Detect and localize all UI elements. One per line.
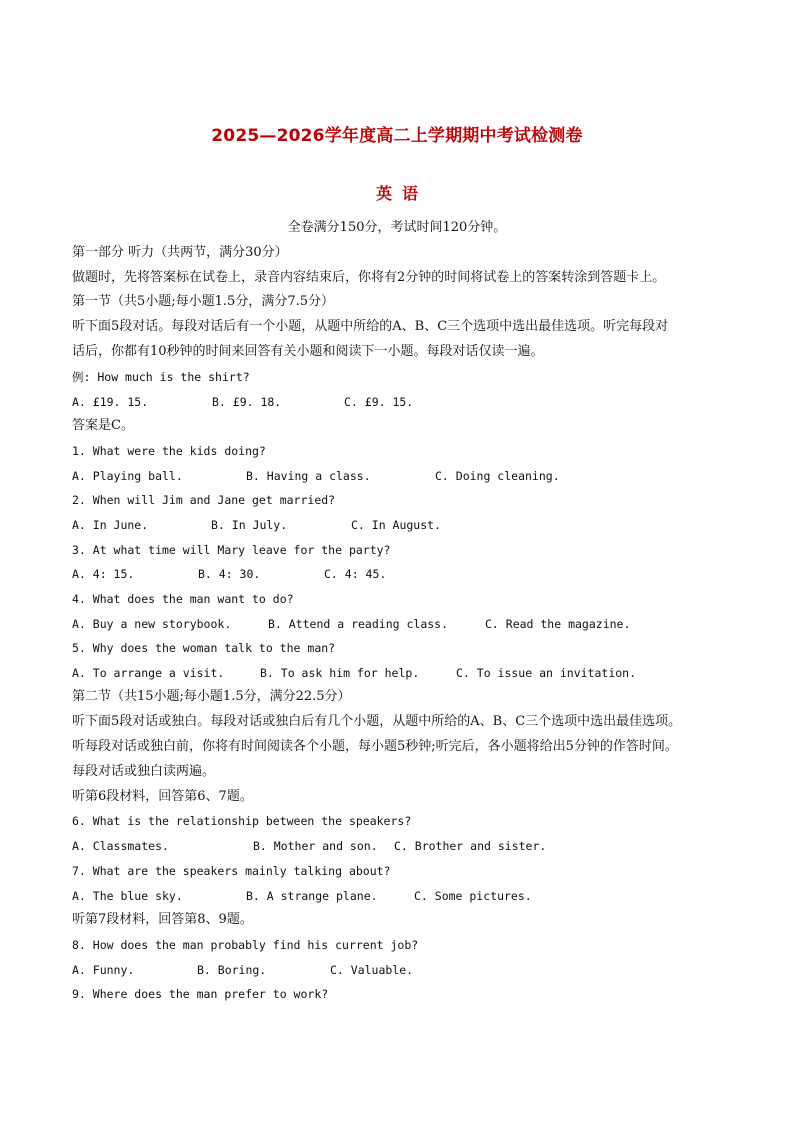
section2-instruction-line1: 听下面5段对话或独白。每段对话或独白后有几个小题，从题中所给的A、B、C三个选项中选出最佳选项。 xyxy=(72,714,682,729)
option-c: C. £9. 15. xyxy=(344,395,414,409)
option-c: C. In August. xyxy=(351,518,442,532)
option-a: A. £19. 15. xyxy=(72,395,149,409)
section1-instruction-line1: 听下面5段对话。每段对话后有一个小题，从题中所给的A、B、C三个选项中选出最佳选项。听完每段对 xyxy=(72,319,669,334)
question-2-options xyxy=(72,517,732,533)
question-6-options xyxy=(72,838,732,854)
option-c: C. Valuable. xyxy=(330,963,414,977)
material-6-note: 听第6段材料，回答第6、7题。 xyxy=(72,789,253,804)
option-a: A. Funny. xyxy=(72,963,135,977)
option-b: B. Attend a reading class. xyxy=(268,617,449,631)
option-b: B. Mother and son. xyxy=(253,839,378,853)
section1-instruction-line2: 话后，你都有10秒钟的时间来回答有关小题和阅读下一小题。每段对话仅读一遍。 xyxy=(72,344,544,359)
option-c: C. Brother and sister. xyxy=(394,839,547,853)
subject-title: 英语 xyxy=(375,184,428,203)
option-a: A. Classmates. xyxy=(72,839,169,853)
section1-heading: 第一节（共5小题;每小题1.5分，满分7.5分） xyxy=(72,294,334,309)
question-9: 9. Where does the man prefer to work? xyxy=(72,987,329,1001)
material-7-note: 听第7段材料，回答第8、9题。 xyxy=(72,912,253,927)
option-b: B. To ask him for help. xyxy=(260,666,420,680)
section2-heading: 第二节（共15小题;每小题1.5分，满分22.5分） xyxy=(72,689,351,704)
option-b: B. In July. xyxy=(211,518,288,532)
example-question: 例: How much is the shirt? xyxy=(72,370,250,384)
option-c: C. Some pictures. xyxy=(414,889,532,903)
question-7: 7. What are the speakers mainly talking about? xyxy=(72,864,391,878)
option-b: B. 4: 30. xyxy=(198,567,261,581)
option-a: A. To arrange a visit. xyxy=(72,666,225,680)
example-options xyxy=(72,394,732,410)
section2-instruction-line2: 听每段对话或独白前，你将有时间阅读各个小题，每小题5秒钟;听完后，各小题将给出5分钟的作答时间。 xyxy=(72,739,678,754)
example-answer: 答案是C。 xyxy=(72,418,134,433)
part1-instruction: 做题时，先将答案标在试卷上，录音内容结束后，你将有2分钟的时间将试卷上的答案转涂到答题卡上。 xyxy=(72,270,666,285)
option-b: B. Having a class. xyxy=(246,469,371,483)
exam-title: 2025—2026学年度高二上学期期中考试检测卷 xyxy=(211,126,583,146)
question-3-options xyxy=(72,566,732,582)
question-8-options xyxy=(72,962,732,978)
section2-instruction-line3: 每段对话或独白读两遍。 xyxy=(72,764,216,779)
option-c: C. 4: 45. xyxy=(324,567,387,581)
option-a: A. Buy a new storybook. xyxy=(72,617,232,631)
option-a: A. Playing ball. xyxy=(72,469,183,483)
question-2: 2. When will Jim and Jane get married? xyxy=(72,493,336,507)
option-b: B. £9. 18. xyxy=(212,395,282,409)
option-c: C. To issue an invitation. xyxy=(456,666,637,680)
question-5: 5. Why does the woman talk to the man? xyxy=(72,641,336,655)
part1-heading: 第一部分 听力（共两节，满分30分） xyxy=(72,245,288,260)
option-a: A. In June. xyxy=(72,518,149,532)
question-7-options xyxy=(72,888,732,904)
option-a: A. The blue sky. xyxy=(72,889,183,903)
question-6: 6. What is the relationship between the speakers? xyxy=(72,814,412,828)
score-time-note: 全卷满分150分，考试时间120分钟。 xyxy=(287,220,507,235)
question-1: 1. What were the kids doing? xyxy=(72,444,266,458)
question-8: 8. How does the man probably find his current job? xyxy=(72,938,419,952)
question-1-options xyxy=(72,468,732,484)
question-3: 3. At what time will Mary leave for the party? xyxy=(72,543,391,557)
question-4-options xyxy=(72,616,732,632)
option-a: A. 4: 15. xyxy=(72,567,135,581)
question-5-options xyxy=(72,665,732,681)
option-b: B. A strange plane. xyxy=(246,889,378,903)
option-c: C. Doing cleaning. xyxy=(435,469,560,483)
option-c: C. Read the magazine. xyxy=(485,617,631,631)
question-4: 4. What does the man want to do? xyxy=(72,592,294,606)
option-b: B. Boring. xyxy=(197,963,267,977)
